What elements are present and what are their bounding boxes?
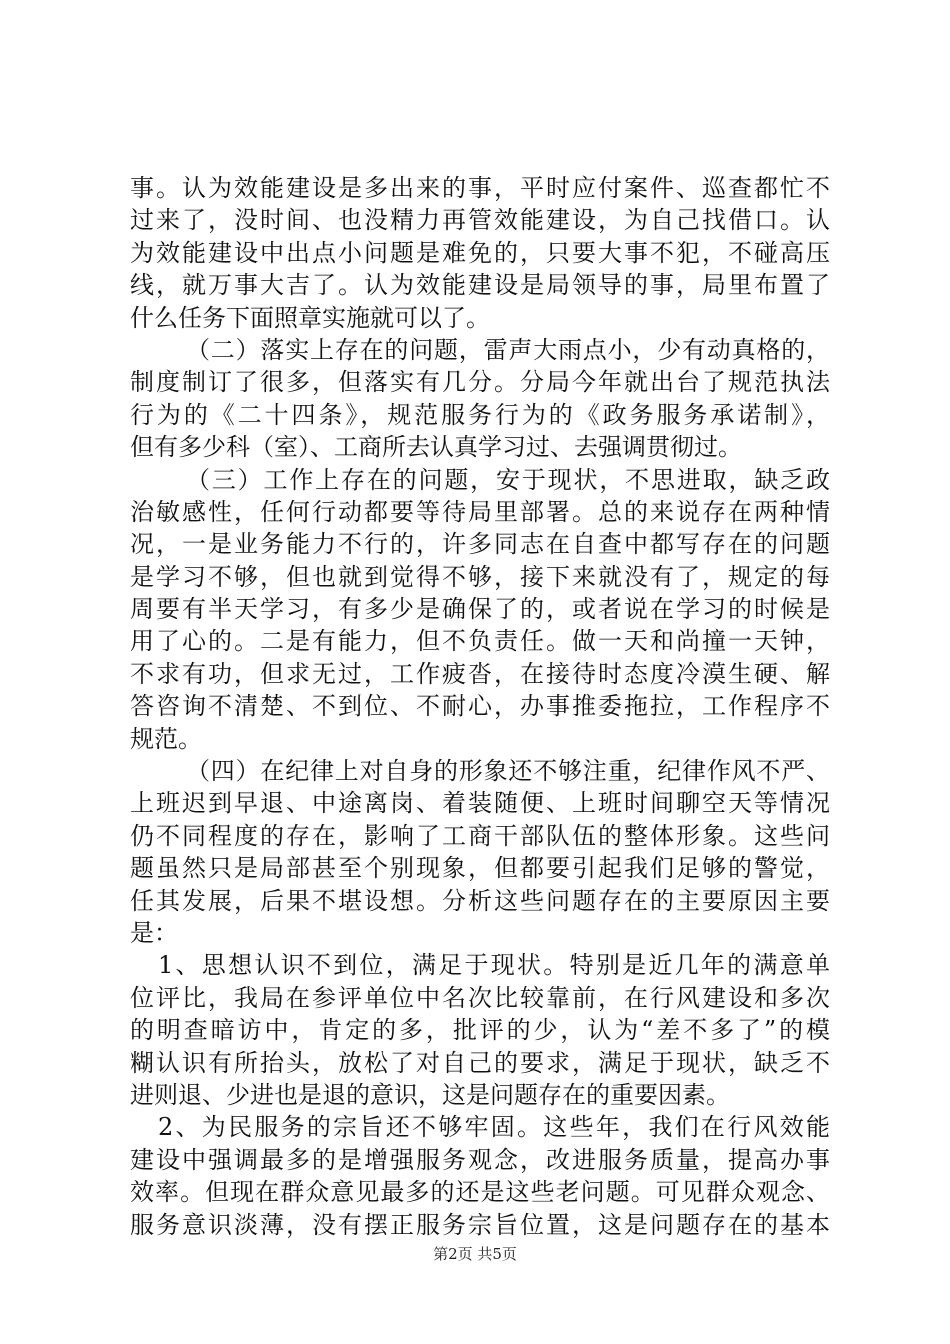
text-line: 事。认为效能建设是多出来的事，平时应付案件、巡查都忙不 — [130, 174, 830, 202]
text-line: 建设中强调最多的是增强服务观念，改进服务质量，提高办事 — [130, 1145, 830, 1174]
text-line: （三）工作上存在的问题，安于现状，不思进取，缺乏政 — [186, 465, 830, 494]
document-body — [130, 172, 830, 1241]
text-line: 什么任务下面照章实施就可以了。 — [130, 303, 490, 332]
text-line: 进则退、少进也是退的意识，这是问题存在的重要因素。 — [130, 1080, 730, 1109]
text-line: 制度制订了很多，但落实有几分。分局今年就出台了规范执法 — [130, 368, 830, 397]
text-line: 1、思想认识不到位，满足于现状。特别是近几年的满意单 — [158, 951, 830, 980]
text-line: 仍不同程度的存在，影响了工商干部队伍的整体形象。这些问 — [130, 821, 830, 850]
text-line: 的明查暗访中，肯定的多，批评的少，认为“差不多了”的模 — [130, 1016, 830, 1045]
text-line: 过来了，没时间、也没精力再管效能建设，为自己找借口。认 — [130, 206, 830, 235]
text-line: （二）落实上存在的问题，雷声大雨点小，少有动真格的， — [186, 335, 830, 364]
text-line: 但有多少科（室）、工商所去认真学习过、去强调贯彻过。 — [130, 433, 742, 462]
text-line: 是： — [130, 918, 178, 947]
text-line: 周要有半天学习，有多少是确保了的，或者说在学习的时候是 — [130, 595, 830, 624]
text-line: 况，一是业务能力不行的，许多同志在自查中都写存在的问题 — [130, 530, 830, 559]
text-line: 题虽然只是局部甚至个别现象，但都要引起我们足够的警觉， — [130, 854, 830, 883]
text-line: 为效能建设中出点小问题是难免的，只要大事不犯，不碰高压 — [130, 238, 830, 267]
text-line: 2、为民服务的宗旨还不够牢固。这些年，我们在行风效能 — [158, 1113, 830, 1142]
text-line: 任其发展，后果不堪设想。分析这些问题存在的主要原因主要 — [130, 886, 830, 915]
text-line: 用了心的。二是有能力，但不负责任。做一天和尚撞一天钟， — [130, 627, 830, 656]
text-line: 线，就万事大吉了。认为效能建设是局领导的事，局里布置了 — [130, 271, 830, 300]
page-footer — [0, 1244, 950, 1264]
page-number: 第2页 共5页 — [433, 1245, 517, 1263]
text-line: 是学习不够，但也就到觉得不够，接下来就没有了，规定的每 — [130, 562, 830, 591]
text-line: 效率。但现在群众意见最多的还是这些老问题。可见群众观念、 — [130, 1178, 830, 1207]
text-line: 位评比，我局在参评单位中名次比较靠前，在行风建设和多次 — [130, 983, 830, 1012]
text-line: 服务意识淡薄，没有摆正服务宗旨位置，这是问题存在的基本 — [130, 1210, 830, 1239]
text-line: 规范。 — [130, 724, 202, 753]
text-line: 不求有功，但求无过，工作疲沓，在接待时态度冷漠生硬、解 — [130, 659, 830, 688]
text-line: （四）在纪律上对自身的形象还不够注重，纪律作风不严、 — [186, 757, 830, 786]
text-line: 糊认识有所抬头，放松了对自己的要求，满足于现状，缺乏不 — [130, 1048, 830, 1077]
text-line: 答咨询不清楚、不到位、不耐心，办事推委拖拉，工作程序不 — [130, 692, 830, 721]
text-line: 上班迟到早退、中途离岗、着装随便、上班时间聊空天等情况 — [130, 789, 830, 818]
text-line: 行为的《二十四条》，规范服务行为的《政务服务承诺制》， — [130, 400, 830, 429]
text-line: 治敏感性，任何行动都要等待局里部署。总的来说存在两种情 — [130, 497, 830, 526]
